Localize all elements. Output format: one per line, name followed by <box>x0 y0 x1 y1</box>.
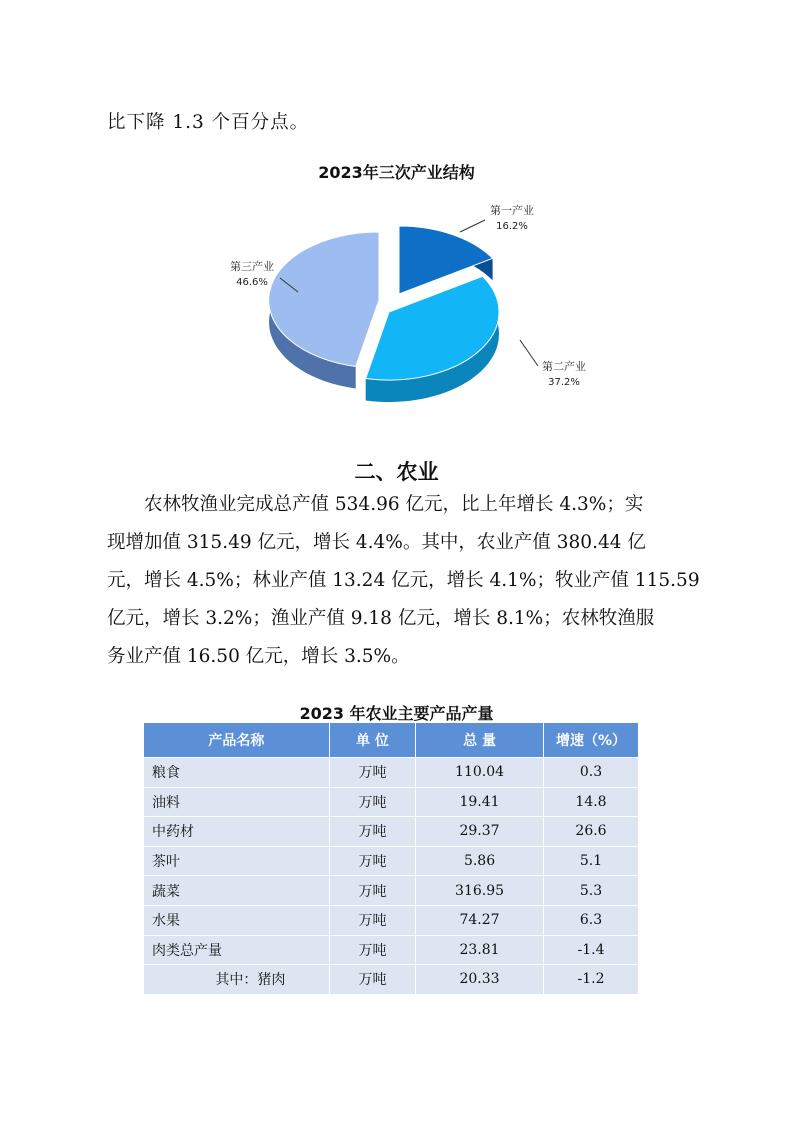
cell-unit: 万吨 <box>329 758 415 788</box>
cell-growth: 5.1 <box>543 846 638 876</box>
paragraph-line: 务业产值 16.50 亿元，增长 3.5%。 <box>107 646 410 667</box>
cell-total: 23.81 <box>416 935 544 965</box>
pie-leader-line <box>460 220 485 232</box>
paragraph-line: 现增加值 315.49 亿元，增长 4.4%。其中，农业产值 380.44 亿 <box>107 532 646 553</box>
table-row <box>144 758 639 788</box>
paragraph-line: 元，增长 4.5%；林业产值 13.24 亿元，增长 4.1%；牧业产值 115.59 <box>107 570 700 591</box>
cell-growth: 26.6 <box>543 817 638 847</box>
cell-product: 油料 <box>144 787 330 817</box>
col-header-product: 产品名称 <box>144 723 330 758</box>
cell-unit: 万吨 <box>329 905 415 935</box>
cell-product: 其中：猪肉 <box>144 965 330 995</box>
cell-total: 5.86 <box>416 846 544 876</box>
cell-unit: 万吨 <box>329 817 415 847</box>
section-paragraph <box>107 486 700 676</box>
cell-growth: 14.8 <box>543 787 638 817</box>
cell-growth: -1.4 <box>543 935 638 965</box>
table-row <box>144 846 639 876</box>
cell-total: 29.37 <box>416 817 544 847</box>
cell-unit: 万吨 <box>329 787 415 817</box>
cell-unit: 万吨 <box>329 935 415 965</box>
cell-product: 水果 <box>144 905 330 935</box>
pie-leader-line <box>520 340 538 366</box>
table-row <box>144 905 639 935</box>
col-header-growth: 增速（%） <box>543 723 638 758</box>
cell-product: 粮食 <box>144 758 330 788</box>
cell-unit: 万吨 <box>329 846 415 876</box>
table-row <box>144 965 639 995</box>
cell-growth: 6.3 <box>543 905 638 935</box>
table-title: 2023 年农业主要产品产量 <box>299 704 494 723</box>
cell-product: 蔬菜 <box>144 876 330 906</box>
pie-slice-value-label: 46.6% <box>236 277 268 288</box>
pie-slice-label: 第三产业 <box>230 260 274 273</box>
cell-unit: 万吨 <box>329 876 415 906</box>
cell-unit: 万吨 <box>329 965 415 995</box>
table-header-row <box>144 723 639 758</box>
cell-product: 茶叶 <box>144 846 330 876</box>
cell-total: 20.33 <box>416 965 544 995</box>
paragraph-line: 农林牧渔业完成总产值 534.96 亿元，比上年增长 4.3%；实 <box>107 494 644 515</box>
table-row <box>144 935 639 965</box>
pie-slice-label: 第二产业 <box>542 360 586 373</box>
cell-product: 肉类总产量 <box>144 935 330 965</box>
table-row <box>144 876 639 906</box>
pie-slice-label: 第一产业 <box>490 204 534 217</box>
cell-total: 74.27 <box>416 905 544 935</box>
cell-total: 110.04 <box>416 758 544 788</box>
table-row <box>144 787 639 817</box>
cell-product: 中药材 <box>144 817 330 847</box>
pie-chart <box>220 190 586 400</box>
cell-total: 316.95 <box>416 876 544 906</box>
cell-growth: 5.3 <box>543 876 638 906</box>
chart-title: 2023年三次产业结构 <box>318 163 475 182</box>
pie-slice-value-label: 37.2% <box>548 377 580 388</box>
section-heading: 二、农业 <box>354 460 439 484</box>
cell-growth: -1.2 <box>543 965 638 995</box>
cell-growth: 0.3 <box>543 758 638 788</box>
paragraph-fragment: 比下降 1.3 个百分点。 <box>107 112 310 133</box>
paragraph-line: 亿元，增长 3.2%；渔业产值 9.18 亿元，增长 8.1%；农林牧渔服 <box>107 608 655 629</box>
cell-total: 19.41 <box>416 787 544 817</box>
col-header-total: 总 量 <box>416 723 544 758</box>
table-row <box>144 817 639 847</box>
pie-slice-value-label: 16.2% <box>496 221 528 232</box>
production-table <box>143 722 639 995</box>
col-header-unit: 单 位 <box>329 723 415 758</box>
